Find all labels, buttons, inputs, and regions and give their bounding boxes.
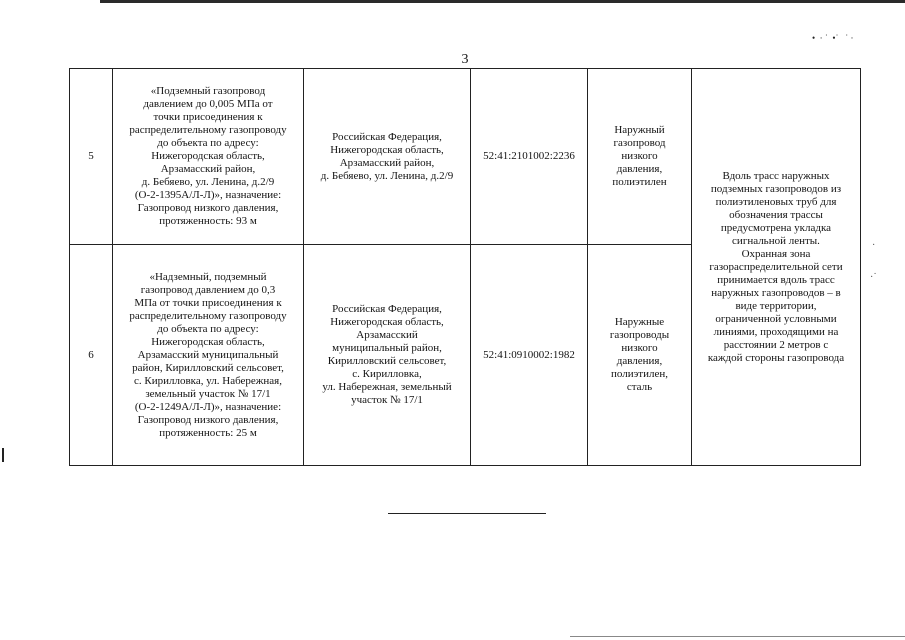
object-name-line: Арзамасский муниципальный xyxy=(137,348,279,361)
scan-specks: • · ˙ •˙ ˙ · xyxy=(812,33,854,43)
pipeline-type-line: сталь xyxy=(626,381,653,393)
pipeline-type-line: Наружный xyxy=(614,124,665,136)
object-name-line: «Надземный, подземный xyxy=(149,270,267,283)
object-name-line: с. Кирилловка, ул. Набережная, xyxy=(134,374,282,387)
object-name-cell xyxy=(113,69,304,245)
address-line: Арзамасский xyxy=(356,329,418,341)
note-line: ограниченной условными xyxy=(715,312,837,325)
object-name-line: протяженность: 93 м xyxy=(159,215,257,227)
object-name-line: земельный участок № 17/1 xyxy=(145,387,271,400)
note-line: сигнальной ленты. xyxy=(732,234,820,247)
note-line: виде территории, xyxy=(735,299,817,312)
pipeline-type-line: полиэтилен xyxy=(612,176,667,188)
row-number: 6 xyxy=(70,245,113,466)
address-line: Российская Федерация, xyxy=(332,303,442,315)
page-number: 3 xyxy=(461,52,469,67)
address-line: муниципальный район, xyxy=(332,342,442,354)
note-line: Вдоль трасс наружных xyxy=(722,169,830,182)
address-cell xyxy=(304,245,471,466)
object-name-line: давлением до 0,005 МПа от xyxy=(143,98,273,110)
note-line: каждой стороны газопровода xyxy=(707,351,845,364)
object-name-line: до объекта по адресу: xyxy=(157,137,259,149)
scan-edge-bottom xyxy=(570,636,905,637)
object-name-cell xyxy=(113,245,304,466)
object-name-line: район, Кирилловский сельсовет, xyxy=(132,361,284,374)
object-name-line: «Подземный газопровод xyxy=(150,85,266,97)
pipeline-type-line: газопроводы xyxy=(609,329,670,341)
protection-zone-note-cell xyxy=(692,69,861,466)
object-name-line: протяженность: 25 м xyxy=(159,426,257,439)
cadastral-number-cell: 52:41:0910002:1982 xyxy=(471,245,588,466)
object-name-line: (О-2-1395А/Л-Л)», назначение: xyxy=(134,189,282,201)
object-name-line: Газопровод низкого давления, xyxy=(137,413,279,426)
scan-mark-left xyxy=(2,448,4,462)
cadastral-number-cell: 52:41:2101002:2236 xyxy=(471,69,588,245)
note-line: подземных газопроводов из xyxy=(710,182,842,195)
address-line: д. Бебяево, ул. Ленина, д.2/9 xyxy=(320,169,454,182)
object-name-line: МПа от точки присоединения к xyxy=(134,296,282,309)
note-line: линиями, проходящими на xyxy=(713,325,839,338)
table-row xyxy=(70,69,861,245)
object-name-line: точки присоединения к xyxy=(153,111,263,123)
pipeline-type-line: давления, xyxy=(616,355,663,367)
object-name-line: распределительному газопроводу xyxy=(129,124,287,136)
note-line: предусмотрена укладка xyxy=(720,221,832,234)
object-name-line: Арзамасский район, xyxy=(160,163,256,175)
note-line: обозначения трассы xyxy=(729,208,823,221)
object-name-line: д. Бебяево, ул. Ленина, д.2/9 xyxy=(141,176,275,188)
address-line: Российская Федерация, xyxy=(332,130,442,143)
note-line: газораспределительной сети xyxy=(709,260,843,273)
pipeline-type-line: газопровод xyxy=(613,137,666,149)
address-line: Нижегородская область, xyxy=(330,316,444,328)
object-name-line: газопровод давлением до 0,3 xyxy=(140,283,276,296)
pipeline-type-line: Наружные xyxy=(614,316,665,328)
closing-rule xyxy=(388,513,546,514)
address-line: Арзамасский район, xyxy=(339,156,435,169)
scan-edge-top xyxy=(100,0,905,3)
scan-mark: ·˙ xyxy=(870,272,877,283)
note-line: расстоянии 2 метров с xyxy=(723,338,829,351)
note-line: Охранная зона xyxy=(741,247,811,260)
object-name-line: Газопровод низкого давления, xyxy=(137,202,279,214)
address-line: Нижегородская область, xyxy=(330,143,444,156)
note-line: наружных газопроводов – в xyxy=(711,286,841,299)
note-line: принимается вдоль трасс xyxy=(717,273,835,286)
pipeline-type-line: низкого xyxy=(621,150,658,162)
pipeline-type-line: давления, xyxy=(616,163,663,175)
object-name-line: (О-2-1249А/Л-Л)», назначение: xyxy=(134,400,282,413)
pipeline-type-line: полиэтилен, xyxy=(610,368,669,380)
pipeline-type-cell xyxy=(588,245,692,466)
address-cell xyxy=(304,69,471,245)
pipeline-type-line: низкого xyxy=(621,342,658,354)
scan-mark: · xyxy=(872,240,876,251)
address-line: с. Кирилловка, xyxy=(352,368,422,380)
address-line: Кирилловский сельсовет, xyxy=(327,355,447,367)
address-line: участок № 17/1 xyxy=(351,394,423,406)
note-line: полиэтиленовых труб для xyxy=(715,195,837,208)
object-name-line: Нижегородская область, xyxy=(151,150,265,162)
pipeline-type-cell xyxy=(588,69,692,245)
address-line: ул. Набережная, земельный xyxy=(322,381,452,393)
object-name-line: Нижегородская область, xyxy=(151,335,265,348)
row-number: 5 xyxy=(70,69,113,245)
gas-pipeline-table xyxy=(69,68,861,466)
object-name-line: распределительному газопроводу xyxy=(129,309,287,322)
object-name-line: до объекта по адресу: xyxy=(157,322,259,335)
